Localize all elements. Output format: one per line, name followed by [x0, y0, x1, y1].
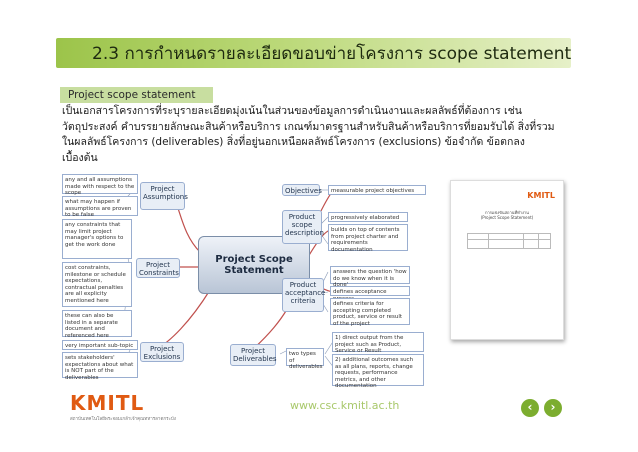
- branch-scope-description: Product scope description: [282, 210, 322, 244]
- note-deliverables-2: 2) additional outcomes such as all plans, reports, change requests, performance metrics, and other documentation: [332, 354, 424, 386]
- note-scope-1: progressively elaborated: [328, 212, 408, 222]
- note-acceptance-3: defines criteria for accepting completed product, service or result of the project: [330, 298, 410, 325]
- branch-constraints: Project Constraints: [136, 258, 180, 278]
- note-deliverables-1: 1) direct output from the project such as Product, Service or Result: [332, 332, 424, 352]
- document-preview: [450, 180, 564, 340]
- doc-heading-2: (Project Scope Statement): [480, 215, 534, 220]
- next-button[interactable]: ›: [544, 399, 562, 417]
- branch-deliverables: Project Deliverables: [230, 344, 276, 366]
- body-line: เบื้องต้น: [62, 151, 98, 164]
- doc-logo: KMITL: [527, 191, 555, 200]
- body-text: [62, 104, 572, 166]
- note-constraints-3: these can also be listed in a separate document and referenced here: [62, 310, 132, 337]
- note-constraints-1: any constraints that may limit project manager's options to get the work done: [62, 219, 132, 259]
- note-acceptance-1: answers the question 'how do we know when it is: [330, 266, 410, 284]
- note-assumptions-1: any and all assumptions made with respect to the scope: [62, 174, 138, 194]
- branch-two-types: two types of deliverables: [286, 348, 324, 366]
- doc-table: [467, 233, 551, 249]
- logo-text: KMITL: [70, 391, 145, 415]
- slide-title: 2.3 การกำหนดรายละเอียดขอบข่ายโครงการ scope statement: [92, 44, 572, 64]
- logo-subtitle: สถาบันเทคโนโลยีพระจอมเกล้าเจ้าคุณทหารลาดกระบัง: [70, 417, 176, 422]
- body-line: ในผลลัพธ์โครงการ (deliverables) สิ่งที่อยู่นอกเหนือผลลัพธ์โครงการ (exclusions) ข้อจำกัด ข้อตกลง: [62, 136, 525, 148]
- branch-assumptions: Project Assumptions: [140, 182, 185, 210]
- body-line: เป็นเอกสารโครงการที่ระบุรายละเอียดมุ่งเน้นในส่วนของข้อมูลการดำเนินงานและผลลัพธ์ที่ต้องการ เช่น: [62, 105, 522, 117]
- note-constraints-2: cost constraints, milestone or schedule expectations, contractual penalties are all explicity mentioned here: [62, 262, 132, 307]
- mind-map: [60, 172, 570, 388]
- note-exclusions-2: sets stakeholders' expectations about what is NOT part of the deliverables: [62, 352, 138, 378]
- note-objectives-1: measurable project objectives: [328, 185, 426, 195]
- branch-objectives: Objectives: [282, 184, 320, 196]
- branch-acceptance-criteria: Product acceptance criteria: [282, 278, 324, 312]
- subtitle-label: Project scope statement: [60, 87, 213, 103]
- footer-url[interactable]: www.csc.kmitl.ac.th: [290, 399, 400, 412]
- note-scope-2: builds on top of contents from project charter and requirements documentation: [328, 224, 408, 251]
- kmitl-logo: [70, 391, 200, 425]
- note-acceptance-2: defines acceptance: [330, 286, 410, 296]
- doc-heading-1: การแข่งขันสถานที่ทำงาน: [485, 210, 529, 215]
- center-node: Project Scope Statement: [198, 236, 310, 294]
- branch-exclusions: Project Exclusions: [140, 342, 184, 362]
- note-exclusions-1: very important sub-topic: [62, 340, 138, 350]
- note-assumptions-2: what may happen if assumptions are proven to be false: [62, 196, 138, 216]
- prev-button[interactable]: ‹: [521, 399, 539, 417]
- body-line: วัตถุประสงค์ คำบรรยายลักษณะสินค้าหรือบริการ เกณฑ์มาตรฐานสำหรับสินค้าหรือบริการที่ยอมรับได้ สิ่งที่รวม: [62, 120, 555, 133]
